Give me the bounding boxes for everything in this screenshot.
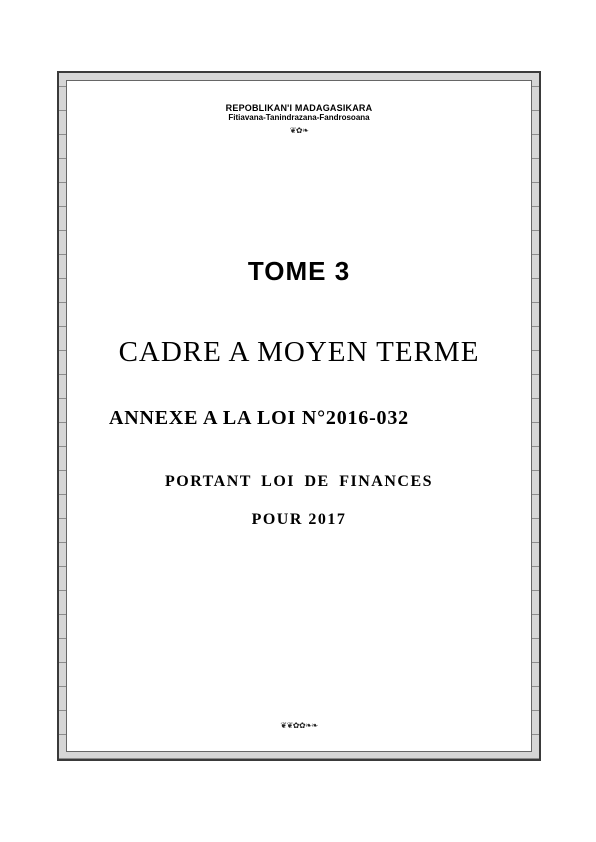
page-border-frame [57, 71, 541, 761]
ornament-top-icon: ❦✿❧ [289, 126, 309, 135]
subtitle-line-1: PORTANT LOI DE FINANCES [164, 473, 434, 490]
ornament-bottom-icon: ❦❦✿✿❧❧ [280, 721, 318, 730]
annex-reference: ANNEXE A LA LOI N°2016-032 [109, 407, 409, 429]
tome-number: TOME 3 [247, 256, 351, 286]
subtitle-line-2: POUR 2017 [251, 511, 347, 528]
national-motto: Fitiavana-Tanindrazana-Fandrosoana [228, 113, 370, 122]
cover-page [66, 80, 532, 752]
republic-name: REPOBLIKAN'I MADAGASIKARA [225, 103, 373, 113]
document-title: CADRE A MOYEN TERME [118, 336, 480, 368]
